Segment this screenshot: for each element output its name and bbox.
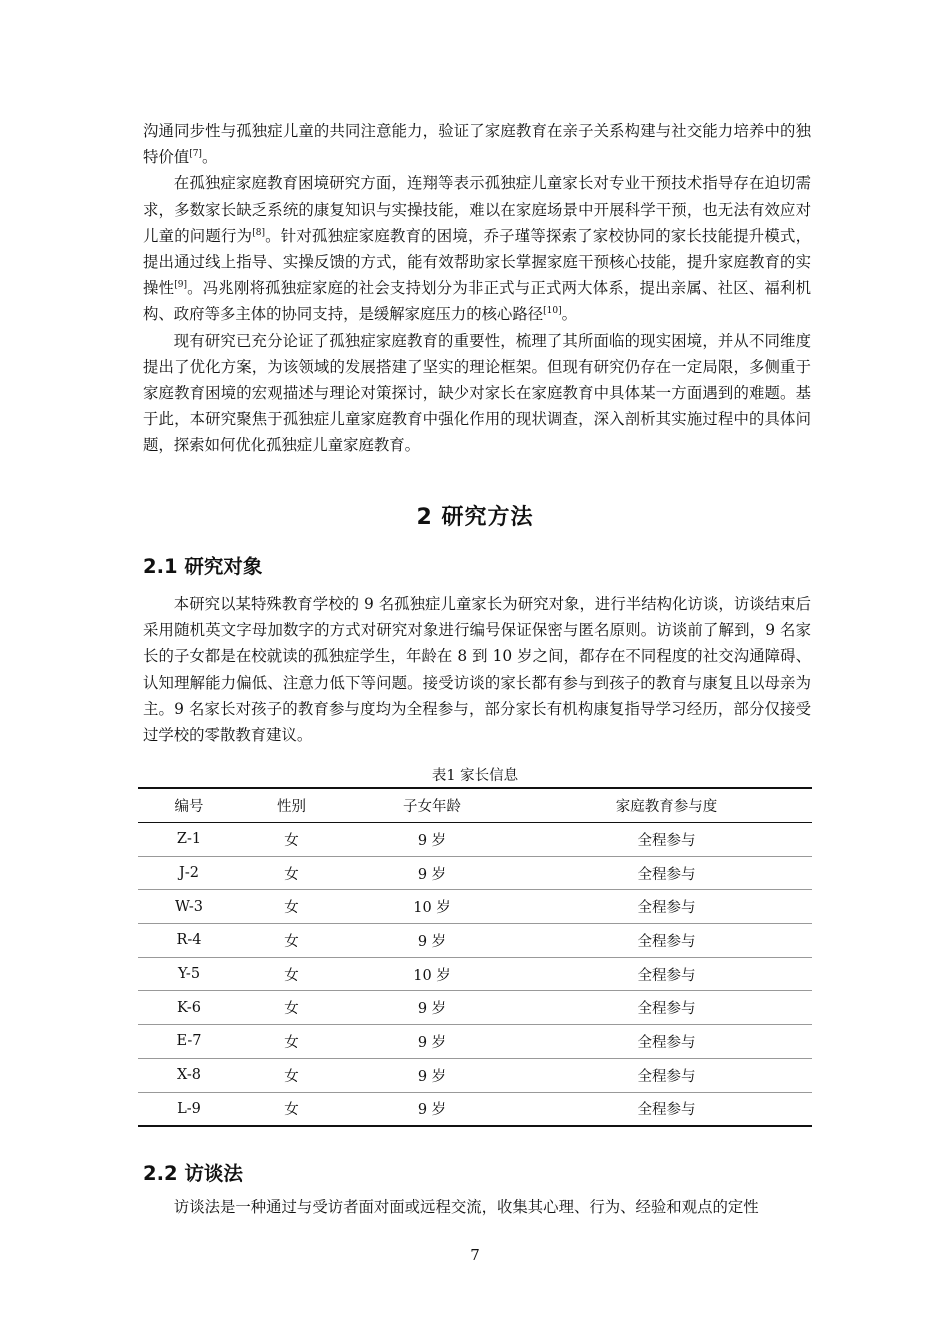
cell-age: 9 岁 — [343, 924, 521, 958]
section-heading-2-2: 2.2 访谈法 — [143, 1162, 243, 1185]
table-row — [138, 1092, 812, 1126]
cell-id: E-7 — [138, 1025, 240, 1059]
table-row — [138, 1058, 812, 1092]
cell-age: 10 岁 — [343, 957, 521, 991]
cell-gender: 女 — [240, 924, 343, 958]
cell-participation: 全程参与 — [521, 1092, 812, 1126]
citation-10: [10] — [543, 306, 562, 317]
paragraph-3: 现有研究已充分论证了孤独症家庭教育的重要性，梳理了其所面临的现实困境，并从不同维度提出了优化方案，为该领域的发展搭建了坚实的理论框架。但现有研究仍存在一定局限，多侧重于家庭教育困境的宏观描述与理论对策探讨，缺少对家长在家庭教育中具体某一方面遇到的难题。基于此，本研究聚焦于孤独症儿童家庭教育中强化作用的现状调查，深入剖析其实施过程中的具体问题，探索如何优化孤独症儿童家庭教育。 — [143, 331, 811, 455]
paragraph-2-part-a: 在孤独症家庭教育困境研究方面，连翔等表示孤独症儿童家长对专业干预技术指导存在迫切需求，多数家长缺乏系统的康复知识与实操技能，难以在家庭场景中开展科学干预，也无法有效应对儿童的问题行为 — [143, 174, 811, 245]
cell-participation: 全程参与 — [521, 991, 812, 1025]
cell-participation: 全程参与 — [521, 823, 812, 857]
paragraph-2-part-c: 。冯兆刚将孤独症家庭的社会支持划分为非正式与正式两大体系，提出亲属、社区、福利机构、政府等多主体的协同支持，是缓解家庭压力的核心路径 — [143, 279, 811, 324]
cell-age: 9 岁 — [343, 991, 521, 1025]
intro-text-block — [143, 118, 811, 459]
header-child-age: 子女年龄 — [343, 788, 521, 823]
cell-id: X-8 — [138, 1058, 240, 1092]
section-2-2-text-block — [143, 1194, 811, 1220]
cell-id: J-2 — [138, 856, 240, 890]
cell-age: 9 岁 — [343, 1058, 521, 1092]
page-number: 7 — [470, 1246, 480, 1264]
paragraph-2 — [143, 170, 811, 327]
chapter-heading: 2 研究方法 — [416, 505, 534, 530]
table-row — [138, 890, 812, 924]
cell-id: R-4 — [138, 924, 240, 958]
table-row — [138, 823, 812, 857]
cell-gender: 女 — [240, 1058, 343, 1092]
section-2-1-text-block — [143, 591, 811, 748]
paragraph-2-tail: 。 — [561, 305, 578, 324]
cell-id: K-6 — [138, 991, 240, 1025]
cell-gender: 女 — [240, 856, 343, 890]
citation-9: [9] — [174, 280, 187, 291]
cell-id: W-3 — [138, 890, 240, 924]
citation-8: [8] — [252, 227, 265, 238]
section-heading-2-1: 2.1 研究对象 — [143, 555, 263, 578]
paragraph-1-tail: 。 — [201, 148, 218, 167]
cell-age: 9 岁 — [343, 823, 521, 857]
paragraph-1 — [143, 118, 811, 170]
table-row — [138, 1025, 812, 1059]
cell-participation: 全程参与 — [521, 1058, 812, 1092]
cell-gender: 女 — [240, 957, 343, 991]
cell-gender: 女 — [240, 890, 343, 924]
table-row — [138, 957, 812, 991]
cell-age: 9 岁 — [343, 1025, 521, 1059]
cell-gender: 女 — [240, 1025, 343, 1059]
header-participation: 家庭教育参与度 — [521, 788, 812, 823]
cell-participation: 全程参与 — [521, 957, 812, 991]
cell-id: Z-1 — [138, 823, 240, 857]
cell-gender: 女 — [240, 1092, 343, 1126]
cell-participation: 全程参与 — [521, 1025, 812, 1059]
cell-id: Y-5 — [138, 957, 240, 991]
table-row — [138, 856, 812, 890]
table-row — [138, 991, 812, 1025]
cell-participation: 全程参与 — [521, 856, 812, 890]
header-id: 编号 — [138, 788, 240, 823]
cell-gender: 女 — [240, 823, 343, 857]
parent-info-table — [138, 787, 812, 1127]
paragraph-4: 本研究以某特殊教育学校的 9 名孤独症儿童家长为研究对象，进行半结构化访谈，访谈结束后采用随机英文字母加数字的方式对研究对象进行编号保证保密与匿名原则。访谈前了解到，9 名家长的子女都是在校就读的孤独症学生，年龄在 8 到 10 岁之间，都存在不同程度的社交沟通障碍、认知理解能力偏低、注意力低下等问题。接受访谈的家长都有参与到孩子的教育与康复且以母亲为主。9 名家长对孩子的教育参与度均为全程参与，部分家长有机构康复指导学习经历，部分仅接受过学校的零散教育建议。 — [143, 595, 811, 745]
header-gender: 性别 — [240, 788, 343, 823]
table-header-row — [138, 788, 812, 823]
paragraph-5: 访谈法是一种通过与受访者面对面或远程交流，收集其心理、行为、经验和观点的定性 — [173, 1198, 759, 1216]
citation-7: [7] — [189, 149, 202, 160]
cell-participation: 全程参与 — [521, 890, 812, 924]
cell-id: L-9 — [138, 1092, 240, 1126]
table-caption: 表1 家长信息 — [431, 768, 519, 784]
paragraph-2-part-b: 。针对孤独症家庭教育的困境，乔子瑾等探索了家校协同的家长技能提升模式，提出通过线上指导、实操反馈的方式，能有效帮助家长掌握家庭干预核心技能，提升家庭教育的实操性 — [143, 226, 811, 298]
cell-participation: 全程参与 — [521, 924, 812, 958]
cell-age: 10 岁 — [343, 890, 521, 924]
cell-age: 9 岁 — [343, 1092, 521, 1126]
paragraph-1-text: 沟通同步性与孤独症儿童的共同注意能力，验证了家庭教育在亲子关系构建与社交能力培养中的独特价值 — [143, 122, 811, 167]
cell-gender: 女 — [240, 991, 343, 1025]
table-row — [138, 924, 812, 958]
cell-age: 9 岁 — [343, 856, 521, 890]
